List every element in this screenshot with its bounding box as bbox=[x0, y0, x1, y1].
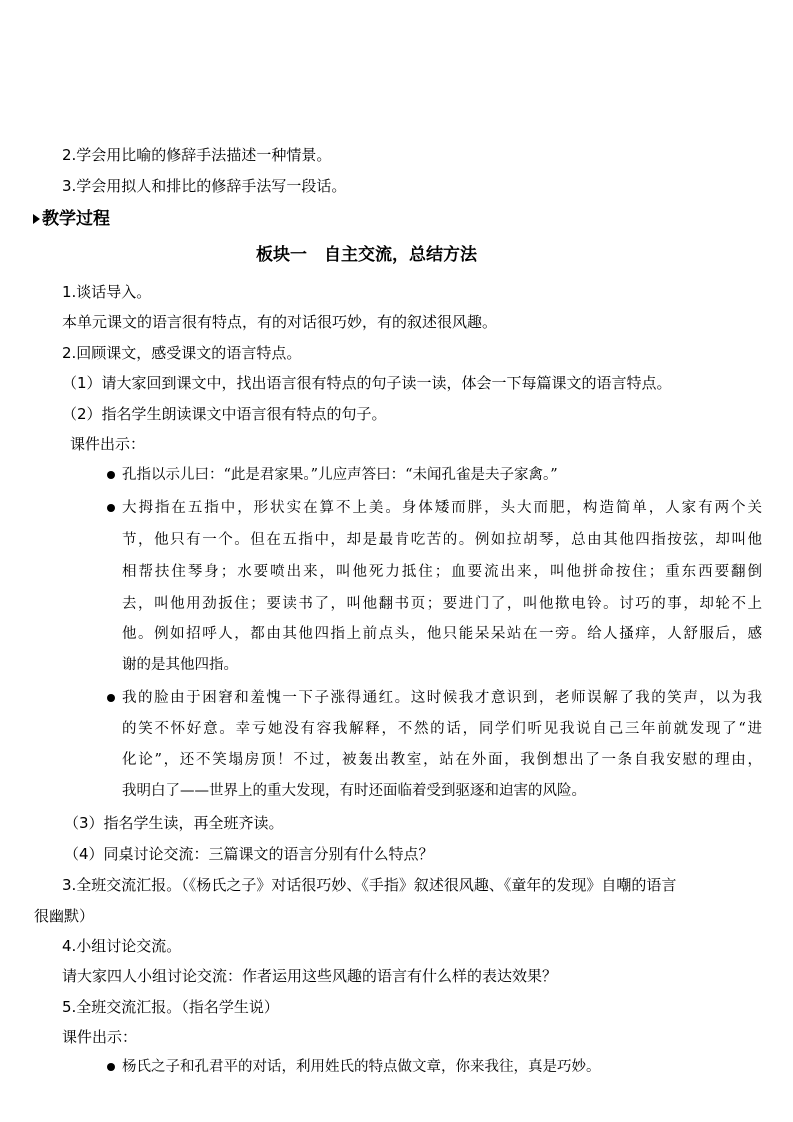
quote-line: 我的脸由于困窘和羞愧一下子涨得通红。这时候我才意识到，老师误解了我的笑声，以为我 bbox=[122, 690, 762, 706]
block-title: 板块一 自主交流，总结方法 bbox=[256, 245, 477, 265]
paragraph-line: 1.谈话导入。 bbox=[62, 283, 152, 301]
paragraph-line: 本单元课文的语言很有特点，有的对话很巧妙，有的叙述很风趣。 bbox=[62, 313, 498, 331]
quote-line: 大拇指在五指中，形状实在算不上美。身体矮而胖，头大而肥，构造简单，人家有两个关 bbox=[122, 500, 762, 516]
quote-text: 杨氏之子和孔君平的对话，利用姓氏的特点做文章，你来我往，真是巧妙。 bbox=[122, 1059, 601, 1075]
quote-line: 我明白了——世界上的重大发现，有时还面临着受到驱逐和迫害的风险。 bbox=[122, 783, 586, 799]
paragraph-line: （1）请大家回到课文中，找出语言很有特点的句子读一读，体会一下每篇课文的语言特点。 bbox=[62, 374, 672, 392]
paragraph-line: 4.小组讨论交流。 bbox=[62, 937, 182, 955]
paragraph-line: 很幽默） bbox=[34, 907, 95, 925]
quote-line: 节，他只有一个。但在五指中，却是最肯吃苦的。例如拉胡琴，总由其他四指按弦，却叫他 bbox=[122, 532, 762, 548]
quote-line: 他。例如招呼人，都由其他四指上前点头，他只能呆呆站在一旁。给人搔痒，人舒服后，感 bbox=[122, 626, 762, 642]
quote-line: 去，叫他用劲扳住；要读书了，叫他翻书页；要进门了，叫他揿电铃。讨巧的事，却轮不上 bbox=[122, 596, 762, 612]
goal-item: 2.学会用比喻的修辞手法描述一种情景。 bbox=[62, 146, 332, 164]
triangle-marker-icon bbox=[33, 214, 40, 224]
bullet-icon bbox=[107, 1063, 115, 1071]
paragraph-line: 2.回顾课文，感受课文的语言特点。 bbox=[62, 344, 302, 362]
paragraph-line: 3.全班交流汇报。（《杨氏之子》对话很巧妙、《手指》叙述很风趣、《童年的发现》自嘲的语言 bbox=[62, 876, 677, 894]
paragraph-line: （2）指名学生朗读课文中语言很有特点的句子。 bbox=[62, 405, 387, 423]
courseware-label: 课件出示： bbox=[62, 1028, 138, 1046]
bullet-icon bbox=[107, 471, 115, 479]
goal-item: 3.学会用拟人和排比的修辞手法写一段话。 bbox=[62, 177, 347, 195]
quote-line: 相帮扶住琴身；水要喷出来，叫他死力抵住；血要流出来，叫他拼命按住；重东西要翻倒 bbox=[122, 564, 762, 580]
bullet-icon bbox=[107, 694, 115, 702]
paragraph-line: （3）指名学生读，再全班齐读。 bbox=[64, 814, 284, 832]
paragraph-line: 请大家四人小组讨论交流：作者运用这些风趣的语言有什么样的表达效果？ bbox=[62, 967, 558, 985]
quote-line: 的笑不怀好意。幸亏她没有容我解释，不然的话，同学们听见我说自己三年前就发现了“进 bbox=[122, 721, 762, 737]
quote-text: 孔指以示儿曰：“此是君家果。”儿应声答曰：“未闻孔雀是夫子家禽。” bbox=[122, 467, 558, 483]
paragraph-line: 5.全班交流汇报。（指名学生说） bbox=[62, 998, 279, 1016]
quote-line: 化论”，还不笑塌房顶！不过，被轰出教室，站在外面，我倒想出了一条自我安慰的理由， bbox=[122, 752, 762, 768]
paragraph-line: （4）同桌讨论交流：三篇课文的语言分别有什么特点？ bbox=[64, 845, 434, 863]
section-title: 教学过程 bbox=[42, 209, 110, 229]
quote-line: 谢的是其他四指。 bbox=[122, 657, 238, 673]
courseware-label: 课件出示： bbox=[70, 435, 146, 453]
bullet-icon bbox=[107, 504, 115, 512]
